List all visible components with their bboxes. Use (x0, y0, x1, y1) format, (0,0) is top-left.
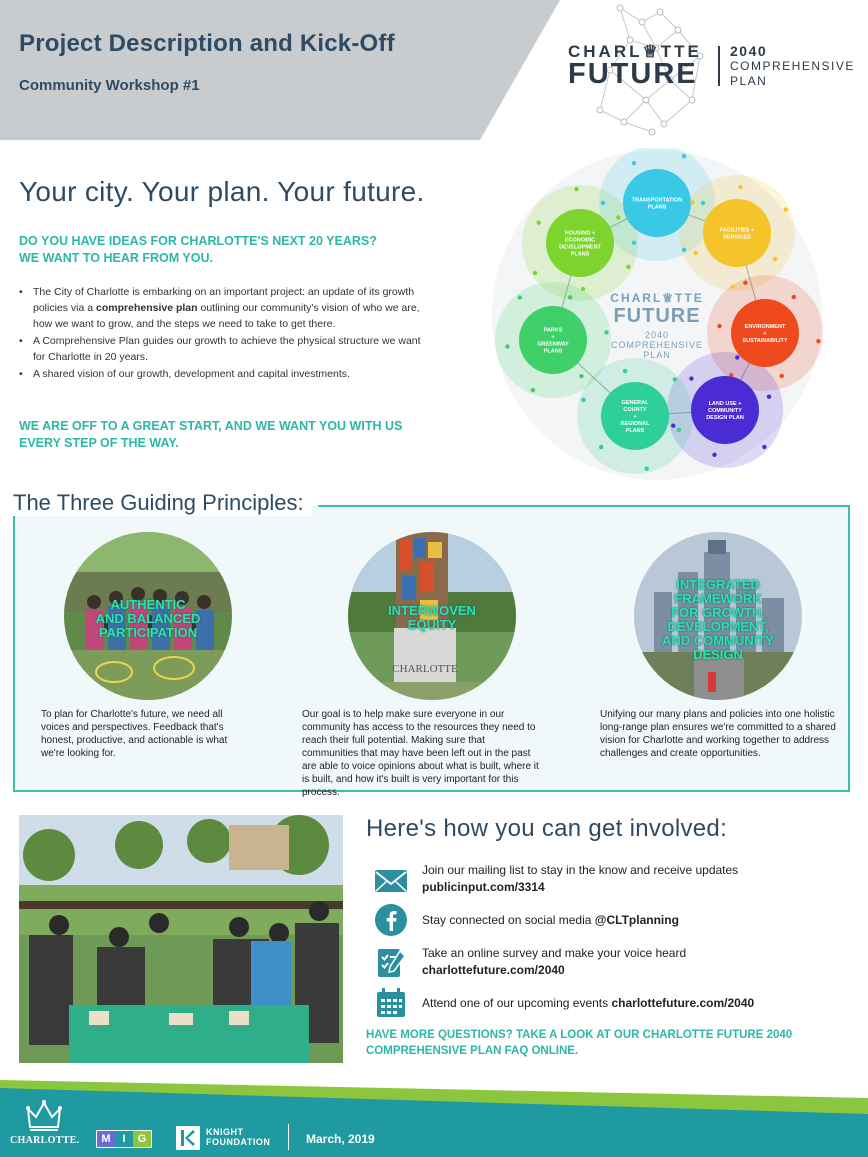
events-link[interactable]: charlottefuture.com/2040 (611, 996, 755, 1010)
diagram-satellite-dot (816, 339, 820, 343)
label-line: DESIGN (693, 647, 743, 662)
participation-text: To plan for Charlotte's future, we need all voices and perspectives. Feedback that's honest, productive, and actionable is what we're looking for. (41, 709, 228, 759)
diagram-satellite-dot (690, 200, 694, 204)
diagram-satellite-dot (568, 295, 572, 299)
plan-network-diagram (490, 148, 825, 483)
label-line: AND BALANCED (95, 611, 201, 626)
diagram-node-label: TRANSPORTATION (631, 197, 683, 204)
events-label: Attend one of our upcoming events (422, 996, 612, 1010)
page-subtitle: Community Workshop #1 (19, 77, 200, 94)
logo-year: 2040 (730, 43, 768, 59)
facebook-icon[interactable] (374, 903, 408, 937)
social-label: Stay connected on social media (422, 913, 595, 927)
diagram-satellite-dot (773, 257, 777, 261)
survey-icon (374, 945, 408, 979)
question-line: WE WANT TO HEAR FROM YOU. (19, 251, 213, 265)
calendar-icon (374, 986, 408, 1020)
diagram-satellite-dot (780, 374, 784, 378)
bullet-text: outlining our community's vision of who we are, how we want to grow, and the steps we need to take to get there. (33, 302, 420, 330)
diagram-node-label: COUNTY (623, 407, 647, 413)
survey-link[interactable]: charlottefuture.com/2040 (422, 963, 565, 977)
label-line: FRAMEWORK (674, 591, 762, 606)
bullet-item: • A shared vision of our growth, development and capital investments. (19, 366, 434, 382)
diagram-node-label: GENERAL (621, 400, 649, 406)
question-heading (19, 233, 439, 267)
diagram-center-charlotte: CHARL♕TTE (610, 291, 704, 305)
mig-logo (96, 1130, 152, 1148)
diagram-satellite-dot (743, 281, 747, 285)
events-text (422, 995, 852, 1012)
mig-letter: M (97, 1131, 115, 1147)
survey-label: Take an online survey and make your voice heard (422, 946, 687, 960)
diagram-satellite-dot (682, 248, 686, 252)
label-line: AND COMMUNITY (662, 633, 774, 648)
diagram-satellite-dot (574, 187, 578, 191)
svg-text:CHARLOTTE: CHARLOTTE (392, 663, 458, 675)
diagram-node-label: ENVIRONMENT (744, 324, 786, 330)
diagram-center-future: FUTURE (613, 305, 701, 327)
diagram-node-label: COMMUNITY (708, 408, 742, 414)
header-band (0, 0, 560, 140)
framework-text: Unifying our many plans and policies into one holistic long-range plan ensures we're committed to a shared vision for Charlotte and working together to address challenges and create opportunities. (600, 709, 836, 759)
diagram-node-label: HOUSING + (564, 230, 596, 237)
diagram-satellite-dot (505, 344, 509, 348)
diagram-node-label: LAND USE + (708, 401, 742, 407)
mailing-list-link[interactable]: publicinput.com/3314 (422, 880, 545, 894)
diagram-node-label: + (763, 331, 767, 337)
label-line: INTERWOVEN (388, 603, 476, 618)
diagram-node-label: PLANS (625, 428, 645, 434)
bullet-bold: comprehensive plan (96, 302, 198, 314)
diagram-satellite-dot (717, 324, 721, 328)
diagram-satellite-dot (693, 251, 697, 255)
cta-line: WE ARE OFF TO A GREAT START, AND WE WANT YOU WITH US (19, 419, 403, 433)
diagram-satellite-dot (731, 285, 735, 289)
diagram-satellite-dot (537, 220, 541, 224)
knight-foundation-icon (176, 1126, 200, 1150)
diagram-node-label: DEVELOPMENT (559, 244, 601, 251)
diagram-center-year: 2040 (644, 330, 670, 340)
knight-foundation-text (206, 1127, 270, 1147)
diagram-center-comprehensive: COMPREHENSIVE (610, 340, 704, 350)
diagram-satellite-dot (533, 271, 537, 275)
diagram-satellite-dot (632, 161, 636, 165)
faq-line: COMPREHENSIVE PLAN FAQ ONLINE. (366, 1045, 579, 1057)
framework-label (634, 578, 802, 662)
diagram-satellite-dot (792, 295, 796, 299)
diagram-satellite-dot (701, 201, 705, 205)
page-title: Project Description and Kick-Off (19, 30, 395, 57)
label-line: AUTHENTIC (110, 597, 186, 612)
diagram-satellite-dot (626, 265, 630, 269)
mail-icon (374, 864, 408, 898)
diagram-node-label: PLANS (543, 348, 563, 355)
logo-plan: PLAN (730, 74, 768, 88)
cta-line: EVERY STEP OF THE WAY. (19, 436, 179, 450)
diagram-satellite-dot (673, 377, 677, 381)
diagram-node-label: GREENWAY (537, 341, 569, 348)
community-event-photo (19, 815, 343, 1063)
diagram-satellite-dot (616, 215, 620, 219)
diagram-node-label: REGIONAL (620, 421, 650, 427)
diagram-satellite-dot (682, 154, 686, 158)
mig-letter: I (115, 1131, 133, 1147)
diagram-satellite-dot (762, 445, 766, 449)
diagram-satellite-dot (632, 241, 636, 245)
diagram-satellite-dot (599, 445, 603, 449)
label-line: FOR GROWTH, (671, 605, 765, 620)
mailing-list-label: Join our mailing list to stay in the know and receive updates (422, 863, 739, 877)
faq-heading (366, 1027, 846, 1059)
involved-title: Here's how you can get involved: (366, 815, 728, 842)
label-line: EQUITY (407, 617, 457, 632)
principles-top-rule (318, 505, 850, 507)
diagram-satellite-dot (784, 207, 788, 211)
knight-line: KNIGHT (206, 1127, 244, 1137)
diagram-node-label: PLANS (570, 251, 590, 258)
participation-label (64, 598, 232, 640)
logo-future-text: FUTURE (568, 58, 698, 90)
diagram-satellite-dot (579, 374, 583, 378)
question-line: DO YOU HAVE IDEAS FOR CHARLOTTE'S NEXT 20 YEARS? (19, 234, 377, 248)
bullet-item: • A Comprehensive Plan guides our growth to achieve the physical structure we want for Charlotte in 20 years. (19, 333, 434, 365)
diagram-center-plan: PLAN (643, 350, 671, 360)
diagram-satellite-dot (735, 355, 739, 359)
social-text (422, 912, 852, 929)
charlotte-future-logo (560, 0, 868, 140)
equity-label (348, 604, 516, 632)
survey-text (422, 945, 852, 979)
diagram-satellite-dot (623, 369, 627, 373)
faq-line: HAVE MORE QUESTIONS? TAKE A LOOK AT OUR CHARLOTTE FUTURE 2040 (366, 1029, 793, 1041)
tagline: Your city. Your plan. Your future. (19, 176, 425, 207)
diagram-satellite-dot (601, 201, 605, 205)
logo-comprehensive: COMPREHENSIVE (730, 59, 855, 73)
footer-charlotte-wordmark: CHARLOTTE. (10, 1135, 80, 1146)
diagram-node-label: + (633, 414, 637, 420)
bullet-text: The City of Charlotte is embarking on an important project: an update of its growth policies via a (33, 286, 415, 314)
diagram-satellite-dot (712, 453, 716, 457)
diagram-node-label: + (551, 334, 555, 341)
social-handle-link[interactable]: @CLTplanning (594, 913, 679, 927)
diagram-satellite-dot (767, 395, 771, 399)
bullet-item (19, 284, 434, 332)
logo-charlotte-text: CHARL♕TTE (568, 42, 702, 61)
diagram-node-label: PARKS (543, 327, 563, 334)
label-line: PARTICIPATION (98, 625, 198, 640)
diagram-node-label: PLANS (647, 204, 667, 211)
diagram-satellite-dot (671, 424, 675, 428)
diagram-node-label: SERVICES (723, 234, 751, 241)
diagram-satellite-dot (689, 376, 693, 380)
diagram-node-label: ECONOMIC (564, 237, 596, 244)
mailing-list-text (422, 862, 852, 896)
diagram-satellite-dot (581, 398, 585, 402)
footer-date: March, 2019 (306, 1132, 375, 1146)
knight-line: FOUNDATION (206, 1137, 271, 1147)
label-line: DEVELOPMENT, (667, 619, 769, 634)
diagram-satellite-dot (531, 388, 535, 392)
diagram-satellite-dot (604, 330, 608, 334)
diagram-satellite-dot (581, 287, 585, 291)
diagram-node-label: DESIGN PLAN (706, 415, 744, 421)
intro-bullets (19, 284, 434, 383)
footer-divider (288, 1124, 289, 1150)
charlotte-crown-icon (24, 1097, 64, 1133)
mig-letter: G (133, 1131, 151, 1147)
equity-text: Our goal is to help make sure everyone in our community has access to the resources they need to reach their full potential. Making sure that communities that may have been left out in the past are able to voice opinions about what is built, where it is built, and how it's built is very important for this process. (302, 709, 539, 798)
label-line: INTEGRATED (676, 577, 760, 592)
cta-heading (19, 418, 439, 452)
logo-divider (718, 46, 720, 86)
principles-title: The Three Guiding Principles: (13, 490, 312, 516)
diagram-satellite-dot (677, 428, 681, 432)
diagram-satellite-dot (738, 185, 742, 189)
diagram-satellite-dot (645, 467, 649, 471)
diagram-node-label: SUSTAINABILITY (742, 338, 788, 344)
diagram-satellite-dot (518, 295, 522, 299)
diagram-node-label: FACILITIES + (719, 227, 755, 234)
